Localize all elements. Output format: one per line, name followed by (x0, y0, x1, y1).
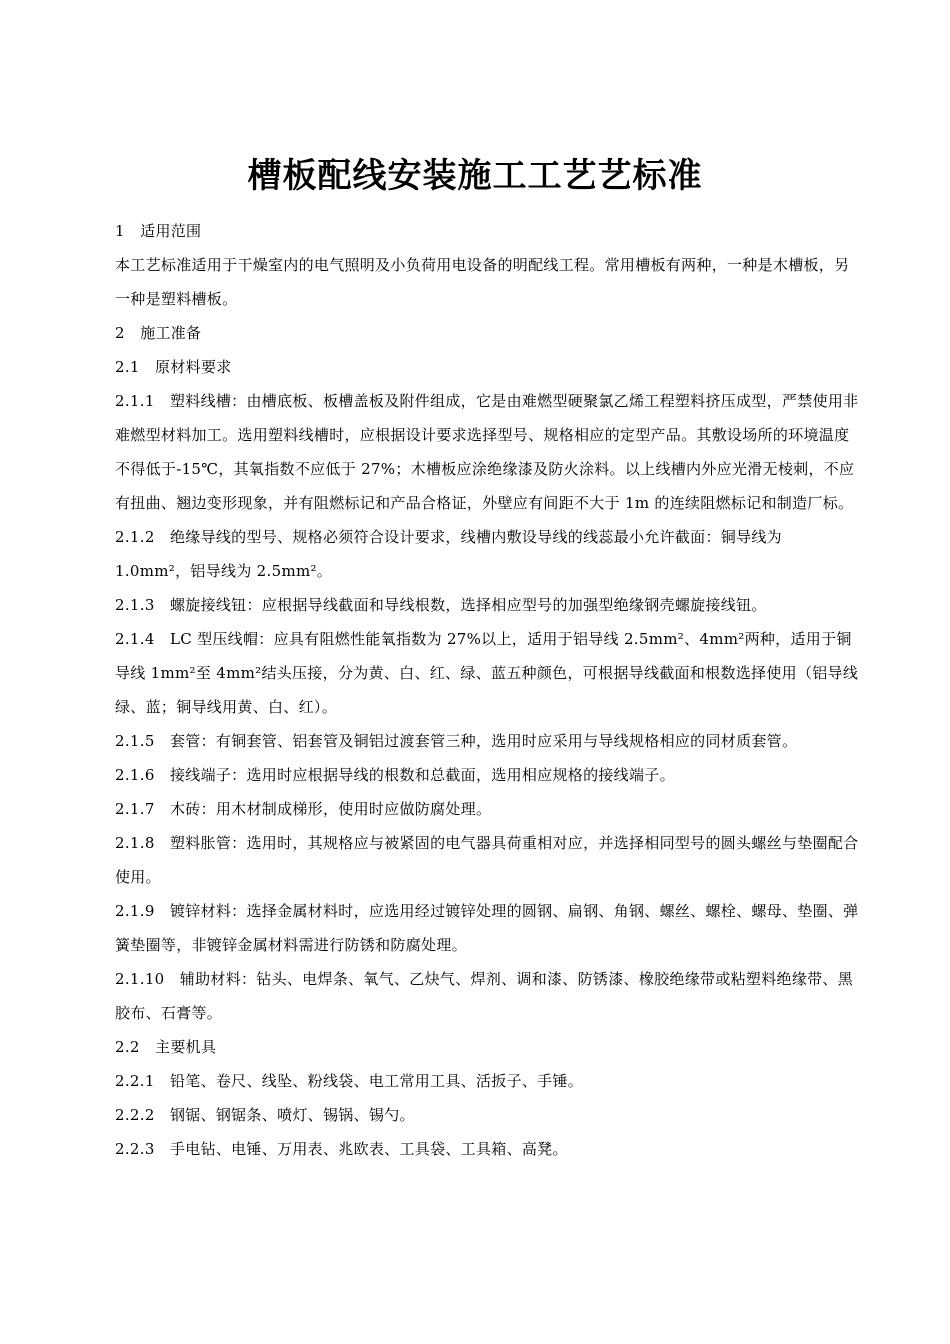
paragraph-2-1-4: 2.1.4 LC 型压线帽：应具有阻燃性能氧指数为 27%以上，适用于铝导线 2.5mm²、4mm²两种，适用于铜导线 1mm²至 4mm²结头压接，分为黄、白、红、绿、蓝五种颜色，可根据导线截面和根数选择使用（铝导线绿、蓝；铜导线用黄、白、红）。 (115, 630, 859, 716)
paragraph-2-1-10: 2.1.10 辅助材料：钻头、电焊条、氧气、乙炔气、焊剂、调和漆、防锈漆、橡胶绝缘带或粘塑料绝缘带、黑胶布、石膏等。 (115, 970, 854, 1022)
section-heading-tools: 2.2 主要机具 (115, 1038, 217, 1056)
paragraph-2-1-9: 2.1.9 镀锌材料：选择金属材料时，应选用经过镀锌处理的圆钢、扁钢、角钢、螺丝、螺栓、螺母、垫圈、弹簧垫圈等，非镀锌金属材料需进行防锈和防腐处理。 (115, 902, 859, 954)
document-body (115, 214, 860, 1166)
paragraph-2-1-2: 2.1.2 绝缘导线的型号、规格必须符合设计要求，线槽内敷设导线的线蕊最小允许截面：铜导线为 1.0mm²，铝导线为 2.5mm²。 (115, 528, 782, 580)
paragraph-2-1-3: 2.1.3 螺旋接线钮：应根据导线截面和导线根数，选择相应型号的加强型绝缘钢壳螺旋接线钮。 (115, 596, 767, 614)
paragraph-scope: 本工艺标准适用于干燥室内的电气照明及小负荷用电设备的明配线工程。常用槽板有两种，一种是木槽板，另一种是塑料槽板。 (115, 256, 850, 308)
paragraph-2-1-8: 2.1.8 塑料胀管：选用时，其规格应与被紧固的电气器具荷重相对应，并选择相同型号的圆头螺丝与垫圈配合使用。 (115, 834, 859, 886)
paragraph-2-1-5: 2.1.5 套管：有铜套管、铝套管及铜铝过渡套管三种，选用时应采用与导线规格相应的同材质套管。 (115, 732, 798, 750)
paragraph-2-1-1: 2.1.1 塑料线槽：由槽底板、板槽盖板及附件组成，它是由难燃型硬聚氯乙烯工程塑料挤压成型，严禁使用非难燃型材料加工。选用塑料线槽时，应根据设计要求选择型号、规格相应的定型产品。其敷设场所的环境温度不得低于-15℃，其氧指数不应低于 27%；木槽板应涂绝缘漆及防火涂料。以上线槽内外应光滑无棱刺，不应有扭曲、翘边变形现象，并有阻燃标记和产品合格证，外壁应有间距不大于 1m 的连续阻燃标记和制造厂标。 (115, 392, 859, 512)
paragraph-2-1-7: 2.1.7 木砖：用木材制成梯形，使用时应做防腐处理。 (115, 800, 492, 818)
section-heading-preparation: 2 施工准备 (115, 324, 202, 342)
paragraph-2-2-1: 2.2.1 铅笔、卷尺、线坠、粉线袋、电工常用工具、活扳子、手锤。 (115, 1072, 584, 1090)
paragraph-2-1-6: 2.1.6 接线端子：选用时应根据导线的根数和总截面，选用相应规格的接线端子。 (115, 766, 675, 784)
section-heading-scope: 1 适用范围 (115, 222, 202, 240)
paragraph-2-2-2: 2.2.2 钢锯、钢锯条、喷灯、锡锅、锡勺。 (115, 1106, 415, 1124)
section-heading-materials: 2.1 原材料要求 (115, 358, 232, 376)
paragraph-2-2-3: 2.2.3 手电钻、电锤、万用表、兆欧表、工具袋、工具箱、高凳。 (115, 1140, 568, 1158)
document-title: 槽板配线安装施工工艺艺标准 (247, 156, 703, 196)
